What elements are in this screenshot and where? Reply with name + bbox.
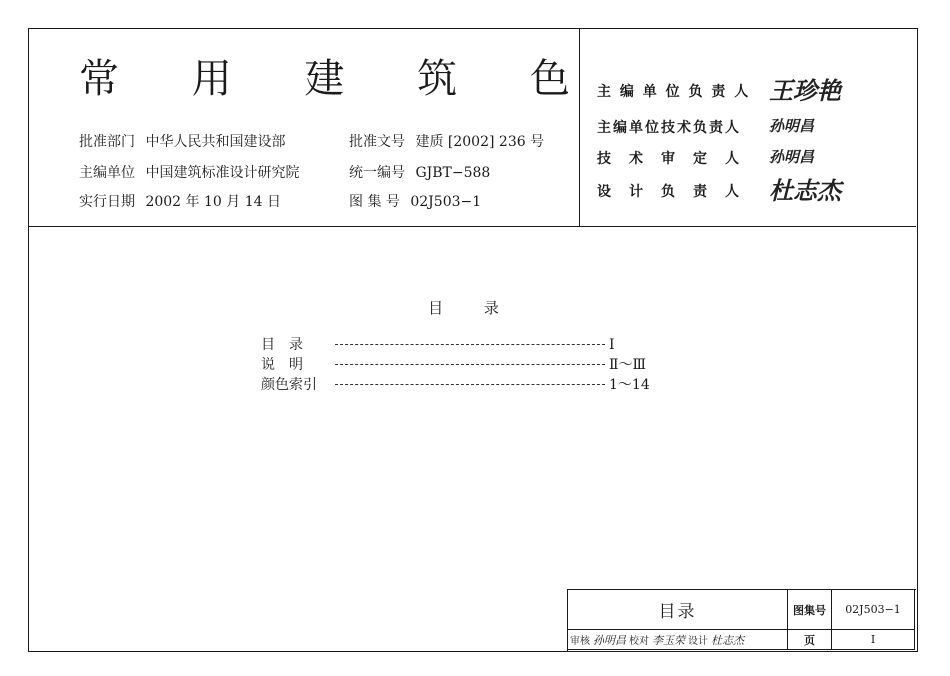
approval-dept-label: 批准部门 — [79, 134, 135, 150]
effective-date — [79, 191, 281, 211]
unified-number-value: GJBT−588 — [415, 165, 491, 181]
check-signature: 李玉荣 — [652, 633, 685, 647]
responsible-label: 技 术 审 定 人 — [597, 151, 741, 167]
responsible-label: 主 编 单 位 负 责 人 — [597, 84, 751, 100]
responsible-row — [597, 117, 815, 137]
effective-date-label: 实行日期 — [79, 194, 135, 210]
approval-dept — [79, 131, 285, 151]
drawing-title-block — [567, 589, 916, 651]
title-block-page-label: 页 — [788, 630, 832, 650]
title-block-name: 目录 — [568, 590, 788, 630]
editor-unit — [79, 162, 299, 182]
approval-dept-value: 中华人民共和国建设部 — [145, 134, 286, 150]
atlas-title: 常 用 建 筑 色 — [79, 56, 600, 102]
signature: 孙明昌 — [769, 148, 815, 166]
atlas-number-value: 02J503−1 — [410, 194, 482, 210]
atlas-number — [349, 191, 481, 211]
editor-unit-value: 中国建筑标准设计研究院 — [145, 165, 300, 181]
approval-number-value: 建质 [2002] 236 号 — [415, 134, 545, 150]
title-block-page-value: Ⅰ — [832, 630, 915, 650]
toc-leader — [335, 344, 605, 346]
toc-item-page: Ⅰ — [609, 337, 615, 353]
responsible-label: 设 计 负 责 人 — [597, 184, 741, 200]
responsible-row — [597, 76, 841, 105]
drawing-frame — [28, 28, 918, 652]
effective-date-value: 2002 年 10 月 14 日 — [145, 194, 281, 210]
toc-leader — [335, 384, 605, 386]
check-label: 校对 — [629, 636, 649, 647]
title-block-atlas-value: 02J503−1 — [832, 590, 915, 630]
review-label: 审核 — [570, 636, 590, 647]
review-signature: 孙明昌 — [593, 633, 626, 647]
toc-item-name: 颜色索引 — [261, 377, 317, 393]
toc-item — [261, 334, 615, 354]
signature: 孙明昌 — [769, 117, 815, 135]
signature: 王珍艳 — [769, 76, 841, 105]
unified-number — [349, 162, 490, 182]
approval-number-label: 批准文号 — [349, 134, 405, 150]
toc-item-page: 1～14 — [609, 377, 650, 393]
responsible-row — [597, 148, 815, 168]
responsible-label: 主编单位技术负责人 — [597, 120, 741, 136]
toc-item-name: 目 录 — [261, 337, 303, 353]
toc-item-name: 说 明 — [261, 357, 303, 373]
toc-item — [261, 354, 646, 374]
toc-item — [261, 374, 650, 394]
signature: 杜志杰 — [769, 176, 841, 205]
unified-number-label: 统一编号 — [349, 165, 405, 181]
atlas-number-label: 图 集 号 — [349, 194, 400, 210]
header-horizontal-divider — [29, 226, 916, 227]
toc-item-page: Ⅱ～Ⅲ — [609, 357, 647, 373]
toc-leader — [335, 364, 605, 366]
responsible-row — [597, 176, 841, 205]
design-signature: 杜志杰 — [711, 633, 744, 647]
title-block-sign-row — [568, 630, 788, 650]
editor-unit-label: 主编单位 — [79, 165, 135, 181]
toc-heading: 目 录 — [428, 299, 517, 317]
title-block-atlas-label: 图集号 — [788, 590, 832, 630]
design-label: 设计 — [688, 636, 708, 647]
approval-number — [349, 131, 544, 151]
